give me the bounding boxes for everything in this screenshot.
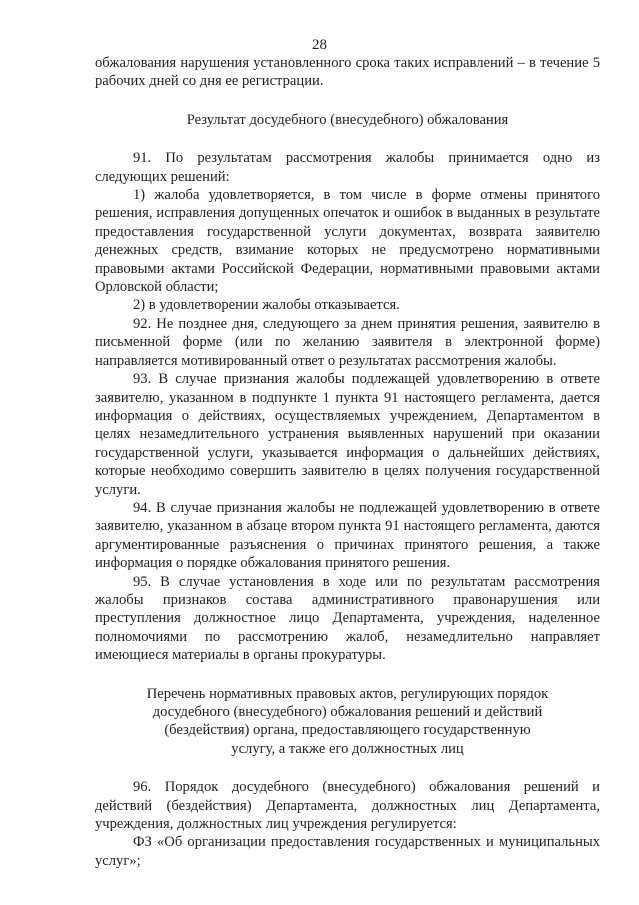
spacer	[95, 129, 600, 149]
paragraph-94: 94. В случае признания жалобы не подлежащей удовлетворению в ответе заявителю, указанном в абзаце втором пункта 91 настоящего регламента, даются аргументированные разъяснения о причинах принятого решения, а также информация о порядке обжалования принятого решения.	[95, 499, 600, 572]
heading-line: Перечень нормативных правовых актов, регулирующих порядок	[146, 685, 549, 702]
page-number: 28	[312, 37, 327, 53]
continuation-paragraph: обжалования нарушения установленного срока таких исправлений – в течение 5 рабочих дней со дня ее регистрации.	[95, 55, 600, 90]
paragraph-95: 95. В случае установления в ходе или по результатам рассмотрения жалобы признаков состава административного правонарушения или преступления должностное лицо Департамента, учреждения, наделенное полномочиями по рассмотрению жалоб, незамедлительно направляет имеющиеся материалы в органы прокуратуры.	[95, 573, 600, 664]
section-heading-appeal-result: Результат досудебного (внесудебного) обжалования	[186, 111, 509, 128]
heading-line: услугу, а также его должностных лиц	[231, 740, 464, 757]
paragraph-93: 93. В случае признания жалобы подлежащей удовлетворению в ответе заявителю, указанном в подпункте 1 пункта 91 настоящего регламента, дается информация о действиях, осуществляемых учреждением, Департаментом в целях незамедлительного устранения выявленных нарушений при оказании государственной услуги, указывается информация о дальнейших действиях, которые необходимо совершить заявителю в целях получения государственной услуги.	[95, 371, 600, 498]
paragraph-91: 91. По результатам рассмотрения жалобы принимается одно из следующих решений:	[95, 150, 600, 185]
paragraph-92: 92. Не позднее дня, следующего за днем принятия решения, заявителю в письменной форме (или по желанию заявителя в электронной форме) направляется мотивированный ответ о результатах рассмотрения жалобы.	[95, 315, 600, 369]
section-heading-regulatory-acts	[95, 685, 600, 759]
paragraph-96-law-item: ФЗ «Об организации предоставления государственных и муниципальных услуг»;	[95, 834, 600, 869]
heading-line: досудебного (внесудебного) обжалования решений и действий	[152, 704, 543, 720]
paragraph-91-item-2: 2) в удовлетворении жалобы отказывается.	[133, 297, 400, 314]
spacer	[95, 91, 600, 111]
spacer	[95, 665, 600, 685]
heading-line: (бездействия) органа, предоставляющего государственную	[164, 722, 531, 739]
paragraph-96: 96. Порядок досудебного (внесудебного) обжалования решений и действий (бездействия) Департамента, должностных лиц Департамента, учреждения, должностных лиц учреждения регулируется:	[95, 779, 600, 833]
document-body	[95, 54, 600, 870]
paragraph-91-item-1: 1) жалоба удовлетворяется, в том числе в форме отмены принятого решения, исправления допущенных опечаток и ошибок в выданных в результате предоставления государственной услуги документах, возврата заявителю денежных средств, взимание которых не предусмотрено нормативными правовыми актами Российской Федерации, нормативными правовыми актами Орловской области;	[95, 187, 600, 296]
spacer	[95, 758, 600, 778]
